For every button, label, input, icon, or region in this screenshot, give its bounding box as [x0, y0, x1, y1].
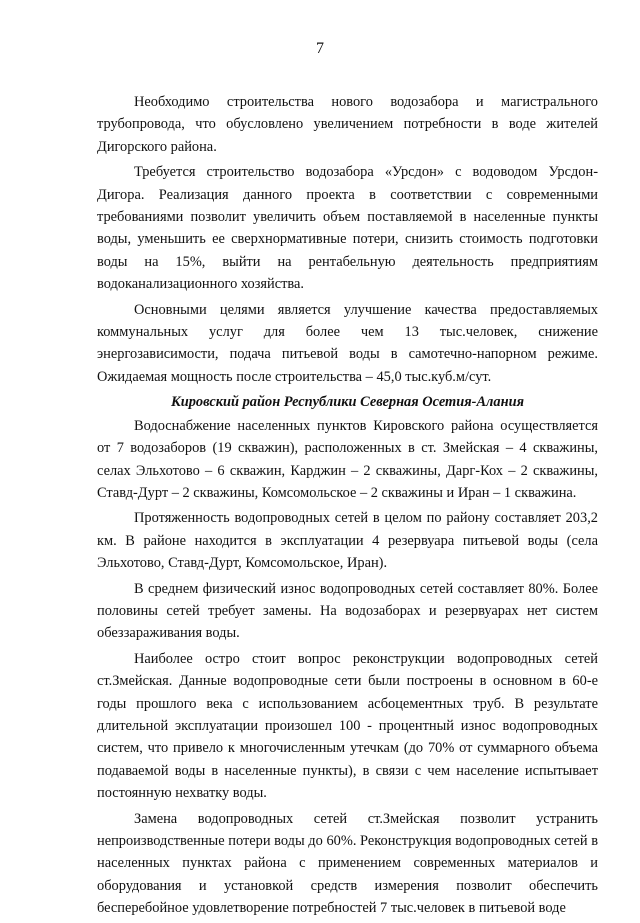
- paragraph: Замена водопроводных сетей ст.Змейская позволит устранить непроизводственные потери воды до 60%. Реконструкция водопроводных сетей в населенных пунктах района с применением современных материалов и оборудования и установкой средств измерения позволит обеспечить бесперебойное удовлетворение потребностей 7 тыс.человек в питьевой воде: [97, 810, 598, 917]
- document-body: [97, 91, 598, 923]
- paragraph: Требуется строительство водозабора «Урсдон» с водоводом Урсдон-Дигора. Реализация данного проекта в соответствии с современными требованиями позволит увеличить объем поставляемой в населенные пункты воды, уменьшить ее сверхнормативные потери, снизить стоимость подготовки воды на 15%, выйти на рентабельную деятельность предприятиям водоканализационного хозяйства.: [97, 164, 598, 293]
- page-number: 7: [316, 40, 324, 57]
- paragraph: Необходимо строительства нового водозабора и магистрального трубопровода, что обусловлено увеличением потребности в воде жителей Дигорского района.: [97, 94, 598, 155]
- paragraph: Водоснабжение населенных пунктов Кировского района осуществляется от 7 водозаборов (19 скважин), расположенных в ст. Змейская – 4 скважины, селах Эльхотово – 6 скважин, Карджин – 2 скважины, Дарг-Кох – 2 скважины, Ставд-Дурт – 2 скважины, Комсомольское – 2 скважины и Иран – 1 скважина.: [97, 417, 598, 501]
- paragraph: Наиболее остро стоит вопрос реконструкции водопроводных сетей ст.Змейская. Данные водопроводные сети были построены в основном в 60-е годы прошлого века с использованием асбоцементных труб. В результате длительной эксплуатации произошел 100 - процентный износ водопроводных систем, что привело к многочисленным утечкам (до 70% от суммарного объема подаваемой воды в населенные пункты), в связи с чем население испытывает постоянную нехватку воды.: [97, 650, 598, 802]
- paragraph: В среднем физический износ водопроводных сетей составляет 80%. Более половины сетей требует замены. На водозаборах и резервуарах нет систем обеззараживания воды.: [97, 580, 598, 642]
- section-heading: Кировский район Республики Северная Осетия-Алания: [170, 394, 525, 411]
- paragraph: Основными целями является улучшение качества предоставляемых коммунальных услуг для более чем 13 тыс.человек, снижение энергозависимости, подача питьевой воды в самотечно-напорном режиме. Ожидаемая мощность после строительства – 45,0 тыс.куб.м/сут.: [97, 301, 598, 385]
- paragraph: Протяженность водопроводных сетей в целом по району составляет 203,2 км. В районе находится в эксплуатации 4 резервуара питьевой воды (села Эльхотово, Ставд-Дурт, Комсомольское, Иран).: [97, 510, 598, 572]
